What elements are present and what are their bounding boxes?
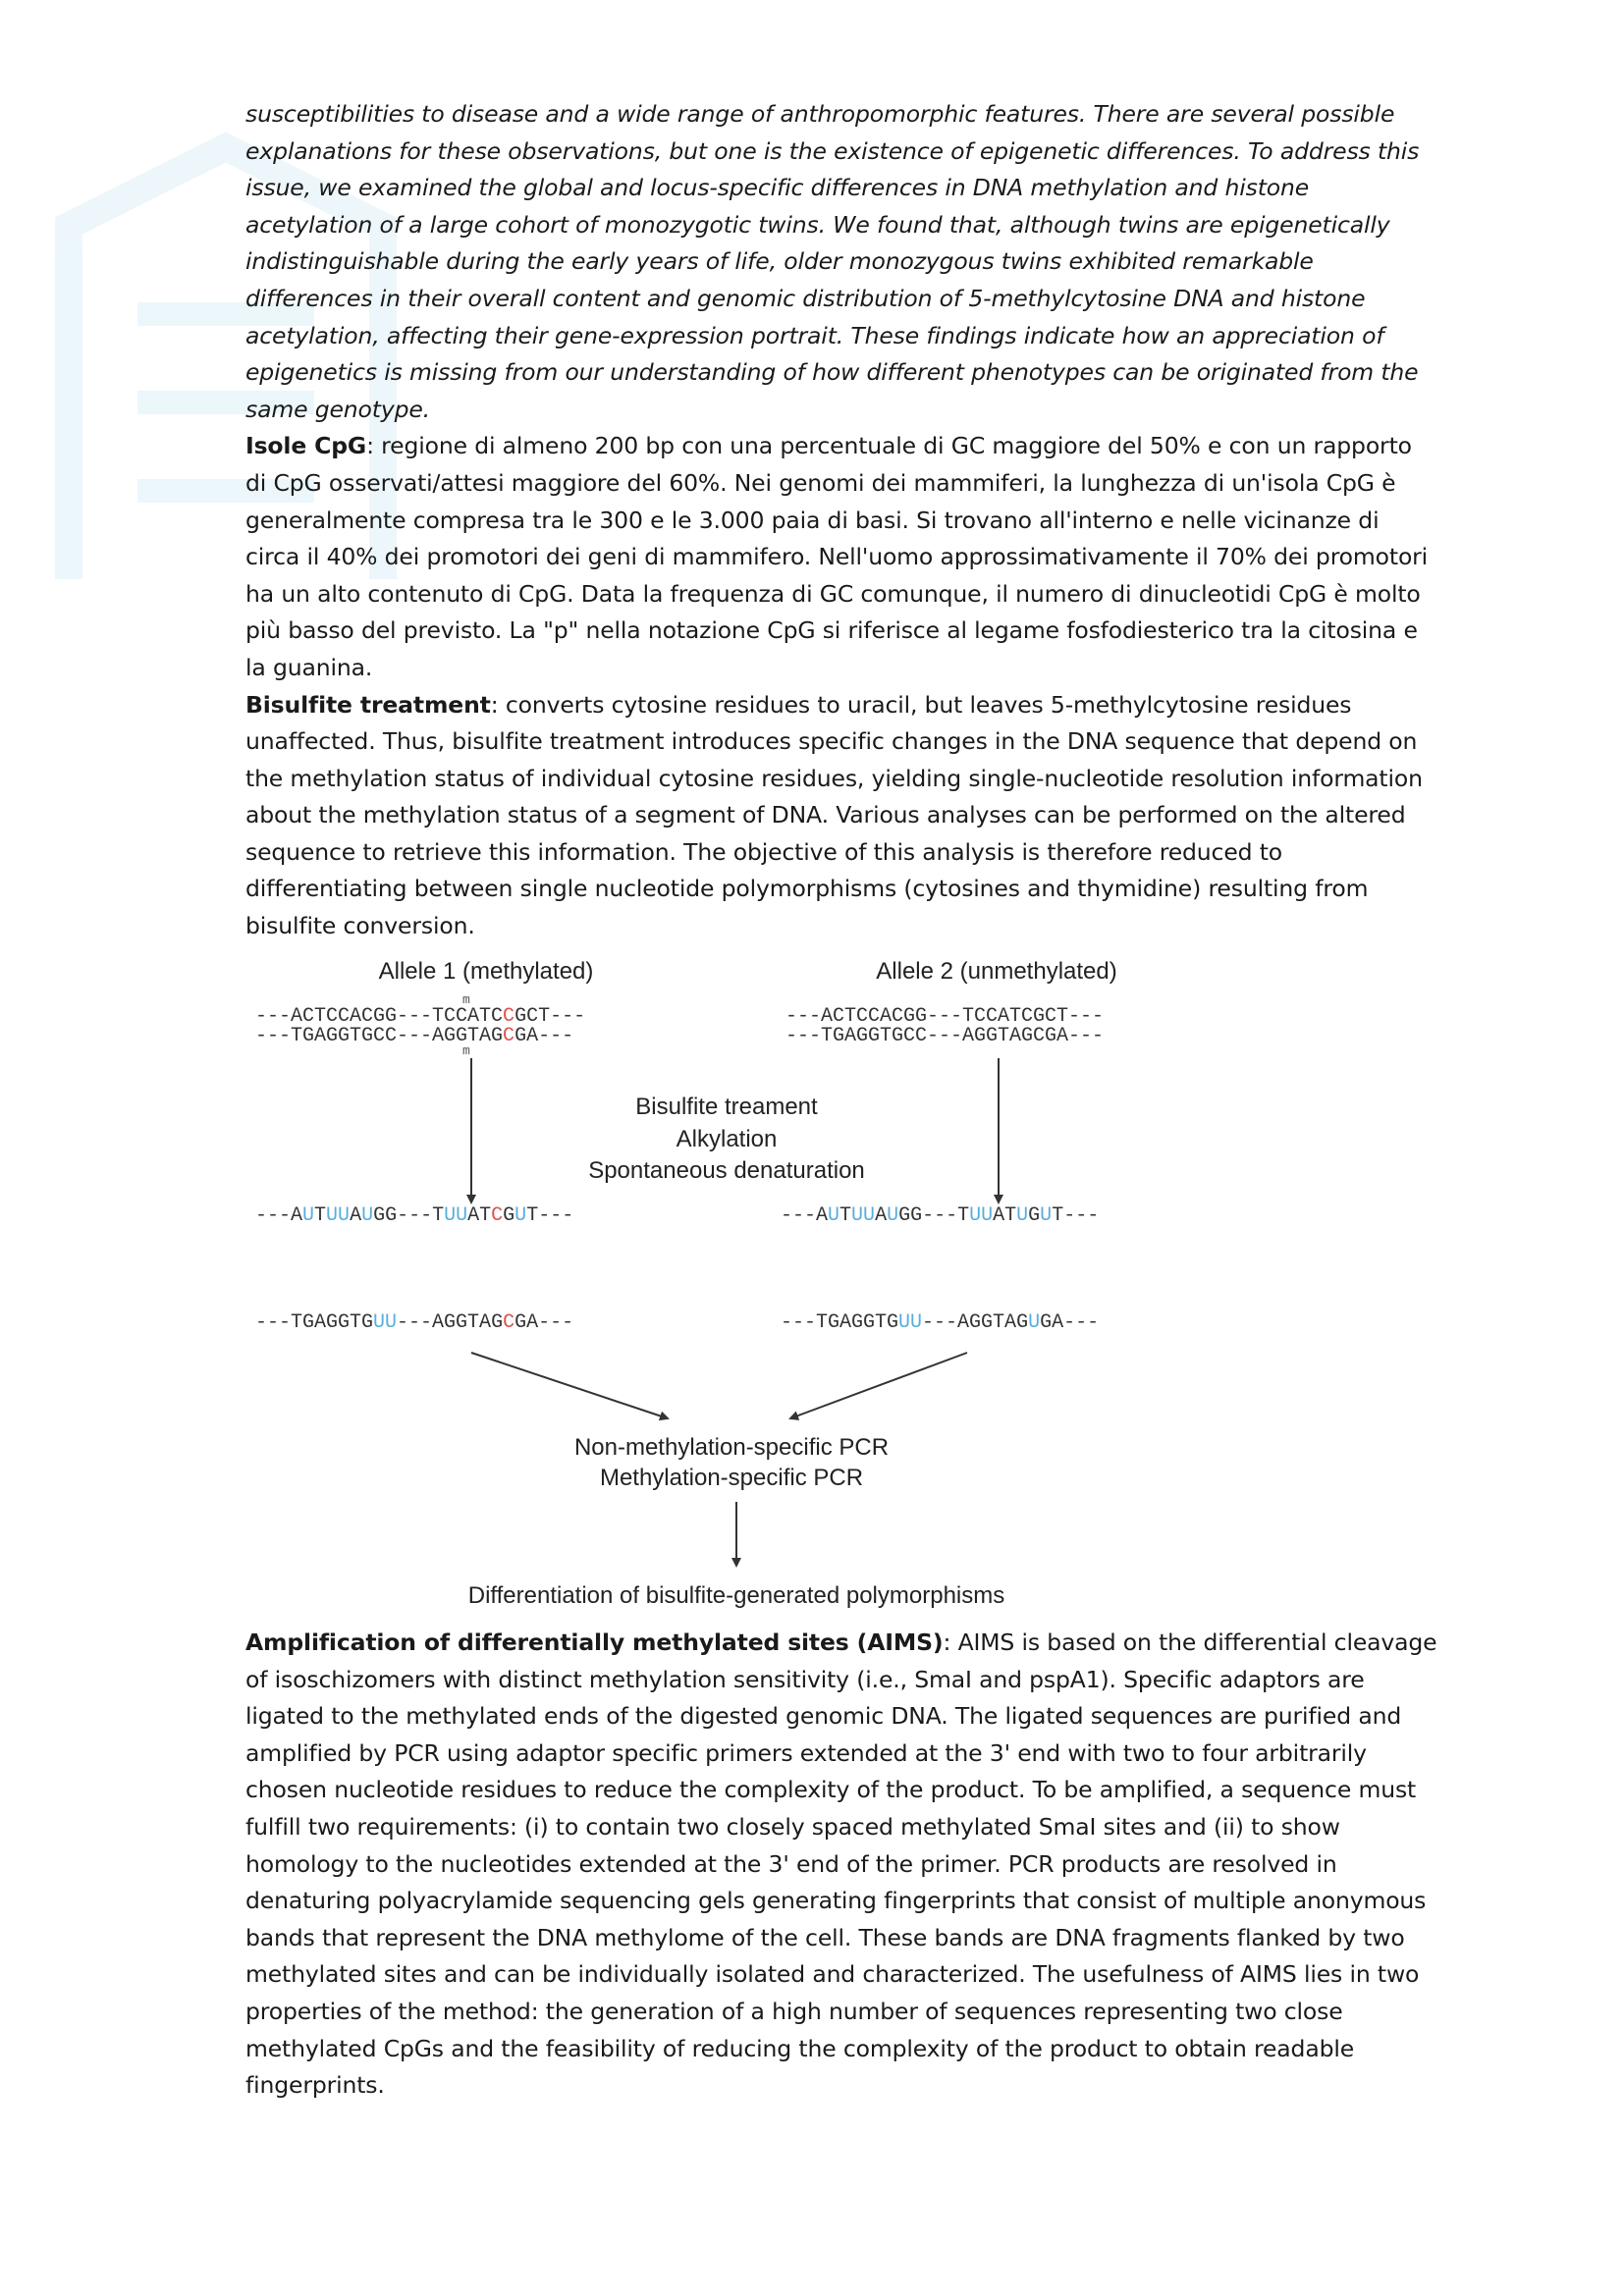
base-segment: T <box>314 1204 327 1227</box>
allele1-bottom-strand <box>255 1025 573 1047</box>
base-segment: U <box>302 1204 315 1227</box>
allele2-bottom-strand <box>785 1025 1104 1047</box>
base-segment: ---A <box>781 1204 829 1227</box>
treatment-step-1: Bisulfite treament <box>635 1094 818 1120</box>
base-segment: A <box>875 1204 888 1227</box>
text-block-bottom <box>245 1625 1438 2105</box>
treatment-step-2: Alkylation <box>676 1126 778 1152</box>
base-segment: U <box>514 1204 527 1227</box>
base-segment: UU <box>898 1311 923 1334</box>
methyl-mark-top: m <box>462 992 470 1007</box>
base-segment: ---A <box>255 1204 303 1227</box>
allele1-pcr-arrow <box>471 1353 668 1418</box>
aims-term: Amplification of differentially methylated sites (AIMS) <box>245 1629 944 1656</box>
base-segment: U <box>1016 1204 1029 1227</box>
allele1-label: Allele 1 (methylated) <box>378 958 594 985</box>
allele2-converted-top-strand <box>781 1204 1099 1227</box>
base-segment: ---ACTCCACGG---TCCATCGCT--- <box>785 1005 1105 1028</box>
base-segment: U <box>887 1204 899 1227</box>
base-segment: U <box>828 1204 840 1227</box>
allele2-pcr-arrow <box>790 1353 967 1418</box>
text-block-top <box>245 96 1438 945</box>
base-segment: U <box>1040 1204 1053 1227</box>
base-segment: AT <box>467 1204 492 1227</box>
base-segment: C <box>503 1005 515 1028</box>
bisulfite-definition: : converts cytosine residues to uracil, but leaves 5-methylcytosine residues unaffected. Thus, bisulfite treatment introduces specific changes in the DNA sequence that depend on the methylation status of individual cytosine residues, yielding single-nucleotide resolution information about the methylation status of a segment of DNA. Various analyses can be performed on the altered sequence to retrieve this information. The objective of this analysis is therefore reduced to differentiating between single nucleotide polymorphisms (cytosines and thymidine) resulting from bisulfite conversion. <box>245 690 1423 940</box>
base-segment: ---TGAGGTGCC---AGGTAG <box>255 1025 504 1047</box>
bisulfite-diagram <box>245 942 1227 1620</box>
twins-abstract-paragraph: susceptibilities to disease and a wide range of anthropomorphic features. There are several possible explanations for these observations, but one is the existence of epigenetic differences. To address this issue, we examined the global and locus-specific differences in DNA methylation and histone acetylation of a large cohort of monozygotic twins. We found that, although twins are epigenetically indistinguishable during the early years of life, older monozygous twins exhibited remarkable differences in their overall content and genomic distribution of 5-methylcytosine DNA and histone acetylation, affecting their gene-expression portrait. These findings indicate how an appreciation of epigenetics is missing from our understanding of how different phenotypes can be originated from the same genotype. <box>245 100 1420 423</box>
base-segment: ---AGGTAG <box>922 1311 1029 1334</box>
base-segment: GCT--- <box>514 1005 586 1028</box>
allele1-converted-bottom-strand <box>255 1311 573 1334</box>
bisulfite-term: Bisulfite treatment <box>245 690 491 719</box>
base-segment: GA--- <box>514 1311 574 1334</box>
base-segment: C <box>491 1204 504 1227</box>
treatment-step-3: Spontaneous denaturation <box>588 1157 865 1184</box>
base-segment: U <box>1028 1311 1041 1334</box>
base-segment: GG---T <box>898 1204 970 1227</box>
pcr-method-1: Non-methylation-specific PCR <box>573 1434 890 1461</box>
base-segment: UU <box>969 1204 994 1227</box>
base-segment: T--- <box>526 1204 574 1227</box>
base-segment: C <box>503 1025 515 1047</box>
base-segment: UU <box>444 1204 468 1227</box>
base-segment: ---TGAGGTGCC---AGGTAGCGA--- <box>785 1025 1105 1047</box>
base-segment: ---ACTCCACGG---TCCATC <box>255 1005 504 1028</box>
base-segment: G <box>503 1204 515 1227</box>
cpg-islands-paragraph <box>245 428 1438 686</box>
base-segment: GG---T <box>373 1204 445 1227</box>
allele1-converted-top-strand <box>255 1204 573 1227</box>
base-segment: U <box>361 1204 374 1227</box>
base-segment: ---TGAGGTG <box>255 1311 374 1334</box>
result-label: Differentiation of bisulfite-generated polymorphisms <box>467 1582 1005 1609</box>
base-segment: GA--- <box>1040 1311 1100 1334</box>
base-segment: UU <box>851 1204 876 1227</box>
base-segment: AT <box>993 1204 1017 1227</box>
base-segment: UU <box>326 1204 351 1227</box>
base-segment: UU <box>373 1311 398 1334</box>
bisulfite-paragraph <box>245 687 1438 945</box>
base-segment: ---TGAGGTG <box>781 1311 899 1334</box>
cpg-islands-term: Isole CpG <box>245 432 367 460</box>
base-segment: ---AGGTAG <box>397 1311 504 1334</box>
aims-paragraph <box>245 1625 1438 2105</box>
base-segment: GA--- <box>514 1025 574 1047</box>
pcr-method-2: Methylation-specific PCR <box>599 1465 864 1491</box>
allele2-label: Allele 2 (unmethylated) <box>876 958 1117 985</box>
base-segment: T <box>839 1204 852 1227</box>
base-segment: T--- <box>1052 1204 1100 1227</box>
allele2-converted-bottom-strand <box>781 1311 1099 1334</box>
base-segment: G <box>1028 1204 1041 1227</box>
base-segment: A <box>350 1204 362 1227</box>
cpg-islands-definition: : regione di almeno 200 bp con una percentuale di GC maggiore del 50% e con un rapporto di CpG osservati/attesi maggiore del 60%. Nei genomi dei mammiferi, la lunghezza di un'isola CpG è generalmente compresa tra le 300 e le 3.000 paia di basi. Si trovano all'interno e nelle vicinanze di circa il 40% dei promotori dei geni di mammifero. Nell'uomo approssimativamente il 70% dei promotori ha un alto contenuto di CpG. Data la frequenza di GC comunque, il numero di dinucleotidi CpG è molto più basso del previsto. La "p" nella notazione CpG si riferisce al legame fosfodiesterico tra la citosina e la guanina. <box>245 432 1429 681</box>
methyl-mark-bottom: m <box>462 1043 470 1058</box>
aims-definition: : AIMS is based on the differential cleavage of isoschizomers with distinct methylation sensitivity (i.e., SmaI and pspA1). Specific adaptors are ligated to the methylated ends of the digested genomic DNA. The ligated sequences are purified and amplified by PCR using adaptor specific primers extended at the 3' end with two to four arbitrarily chosen nucleotide residues to reduce the complexity of the product. To be amplified, a sequence must fulfill two requirements: (i) to contain two closely spaced methylated SmaI sites and (ii) to show homology to the nucleotides extended at the 3' end of the primer. PCR products are resolved in denaturing polyacrylamide sequencing gels generating fingerprints that consist of multiple anonymous bands that represent the DNA methylome of the cell. These bands are DNA fragments flanked by two methylated sites and can be individually isolated and characterized. The usefulness of AIMS lies in two properties of the method: the generation of a high number of sequences representing two close methylated CpGs and the feasibility of reducing the complexity of the product to obtain readable fingerprints. <box>245 1629 1437 2100</box>
base-segment: C <box>503 1311 515 1334</box>
